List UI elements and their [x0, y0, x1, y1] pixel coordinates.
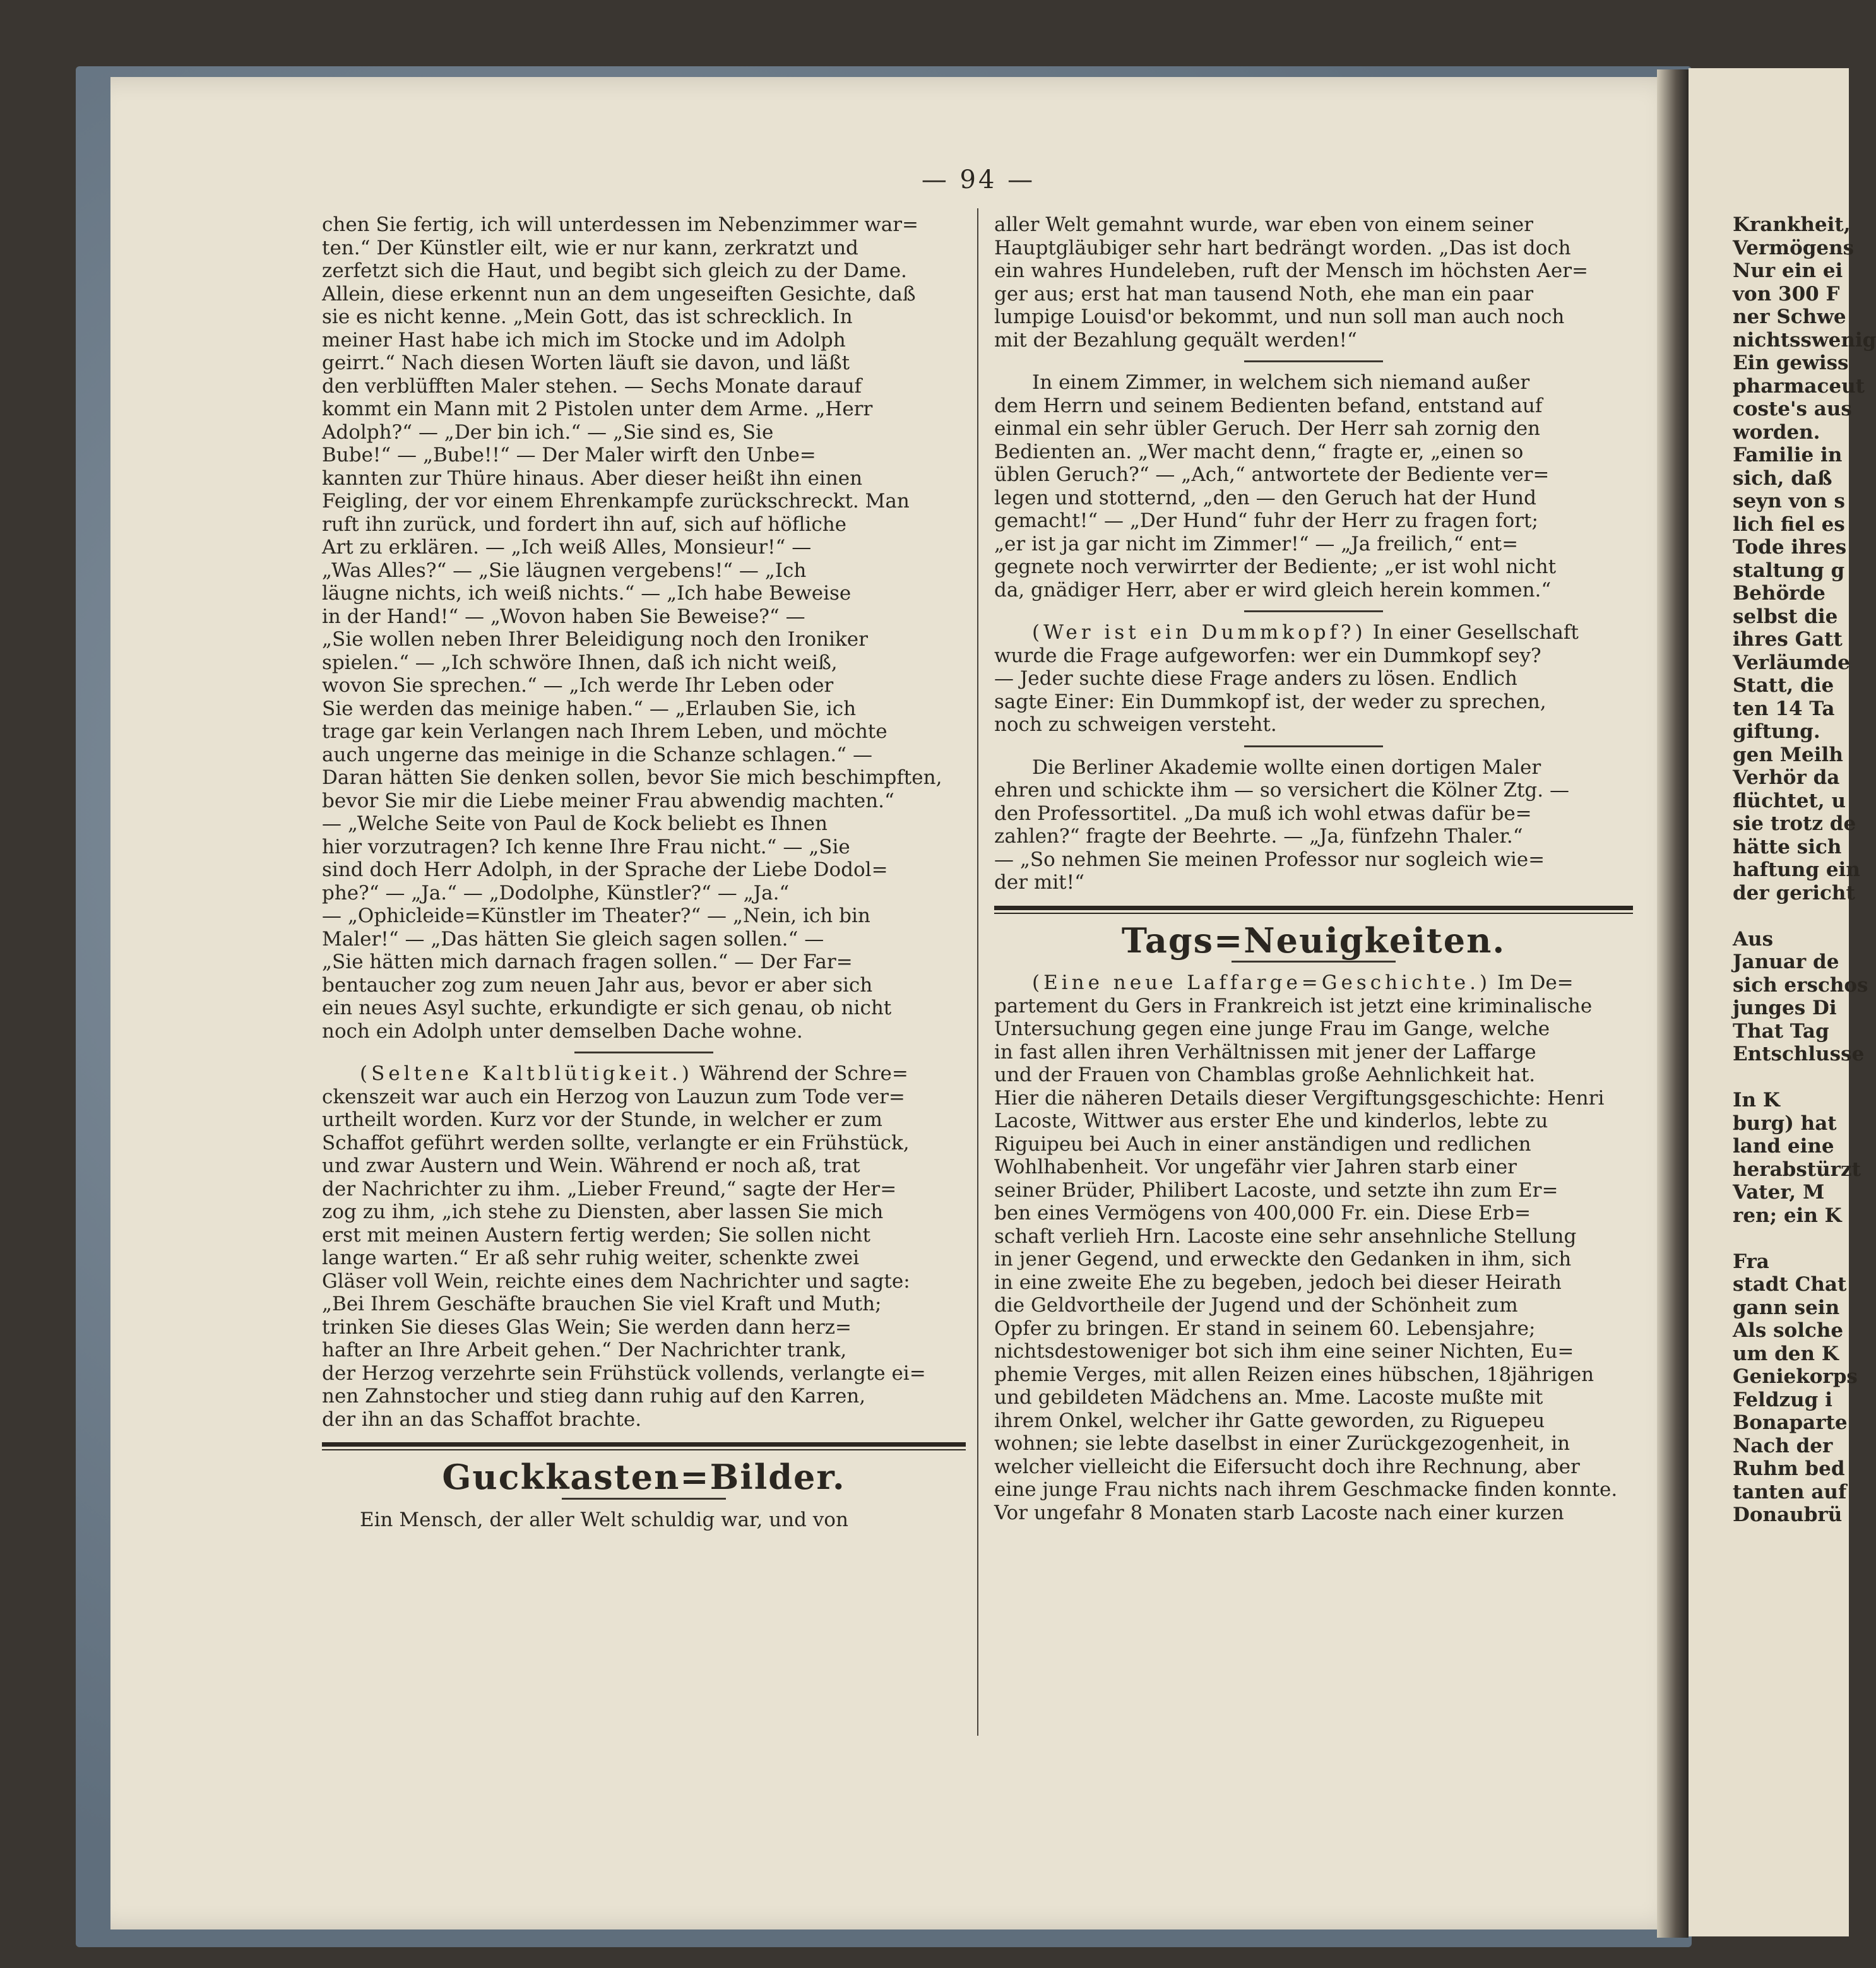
- text-line: kommt ein Mann mit 2 Pistolen unter dem Arme. „Herr: [322, 398, 873, 420]
- text-line: [1733, 1227, 1853, 1250]
- text-line: „Was Alles?“ — „Sie läugnen vergebens!“ — „Ich: [322, 559, 807, 582]
- text-line: Vermögens: [1733, 236, 1855, 259]
- text-line: Bube!“ — „Bube!!“ — Der Maler wirft den Unbe=: [322, 444, 816, 466]
- text-line: phemie Verges, mit allen Reizen eines hübschen, 18jährigen: [994, 1363, 1594, 1386]
- text-line: ckenszeit war auch ein Herzog von Lauzun zum Tode ver=: [322, 1085, 905, 1108]
- text-line: Aus: [1733, 927, 1774, 951]
- middle-paragraph-laffarge: (Eine neue Laffarge=Geschichte.) Im De= partement du Gers in Frankreich ist jetzt eine kriminalische Untersuchung gegen eine junge Frau im Gange, welche in fast allen ihren Verhältnissen mit jener der Laffarge und der Frauen von Chamblas große Aehnlichkeit hat. Hier die näheren Details dieser Vergiftungsgeschichte: Henri Lacoste, Wittwer aus erster Ehe und kinderlos, lebte zu Riguipeu bei Auch in einer anständigen und redlichen Wohlhabenheit. Vor ungefähr vier Jahren starb einer seiner Brüder, Philibert Lacoste, und setzte ihn zum Er= ben eines Vermögens von 400,000 Fr. ein. Diese Erb= schaft verlieh Hrn. Lacoste eine sehr ansehnliche Stellung in jener Gegend, und erweckte den Gedanken in ihm, sich in eine zweite Ehe zu begeben, jedoch bei dieser Heirath die Geldvortheile der Jugend und der Schönheit zum Opfer zu bringen. Er stand in seinem 60. Lebensjahre; nichtsdestoweniger bot sich ihm eine seiner Nichten, Eu= phemie Verges, mit allen Reizen eines hübschen, 18jährigen und gebildeten Mädchens an. Mme. Lacoste mußte mit ihrem Onkel, welcher ihr Gatte geworden, zu Riguepeu wohnen; sie lebte daselbst in einer Zurückgezogenheit, in welcher vielleicht die Eifersucht doch ihre Rechnung, aber eine junge Frau nichts nach ihrem Geschmacke finden konnte. Vor ungefahr 8 Monaten starb Lacoste nach einer kurzen: [994, 971, 1633, 1524]
- text-line: pharmaceut: [1733, 374, 1865, 398]
- text-line: Hauptgläubiger sehr hart bedrängt worden. „Das ist doch: [994, 236, 1571, 259]
- text-line: lange warten.“ Er aß sehr ruhig weiter, schenkte zwei: [322, 1247, 860, 1269]
- text-line: nichtsswenig: [1733, 328, 1876, 352]
- text-line: staltung g: [1733, 559, 1845, 582]
- text-line: — „Welche Seite von Paul de Kock beliebt es Ihnen: [322, 812, 828, 835]
- text-line: Lacoste, Wittwer aus erster Ehe und kinderlos, lebte zu: [994, 1110, 1548, 1132]
- text-line: Entschlusse: [1733, 1043, 1865, 1065]
- text-line: Untersuchung gegen eine junge Frau im Gange, welche: [994, 1017, 1550, 1040]
- text-line: ihres Gatt: [1733, 628, 1843, 651]
- text-line: nen Zahnstocher und stieg dann ruhig auf den Karren,: [322, 1385, 866, 1408]
- left-column: [322, 213, 966, 1531]
- text-line: stadt Chat: [1733, 1273, 1847, 1296]
- text-line: ren; ein K: [1733, 1204, 1842, 1227]
- text-line: „er ist ja gar nicht im Zimmer!“ — „Ja freilich,“ ent=: [994, 532, 1519, 555]
- text-line: ruft ihn zurück, und fordert ihn auf, sich auf höfliche: [322, 513, 847, 536]
- text-line: meiner Hast habe ich mich im Stocke und im Adolph: [322, 328, 846, 352]
- section-title: (Seltene Kaltblütigkeit.): [360, 1062, 693, 1085]
- text-line: und gebildeten Mädchens an. Mme. Lacoste mußte mit: [994, 1386, 1543, 1409]
- text-line: lich fiel es: [1733, 513, 1845, 536]
- text-line: die Geldvortheile der Jugend und der Schönheit zum: [994, 1294, 1518, 1317]
- text-line: den Professortitel. „Da muß ich wohl etwas dafür be=: [994, 802, 1532, 825]
- left-paragraph-anecdote: [322, 213, 966, 1043]
- text-line: Verhör da: [1733, 766, 1840, 789]
- double-rule: [322, 1442, 966, 1450]
- text-line: geirrt.“ Nach diesen Worten läuft sie davon, und läßt: [322, 352, 850, 374]
- text-line: [1733, 904, 1853, 928]
- text-line: Bonaparte: [1733, 1411, 1848, 1434]
- separator-rule: [1244, 610, 1383, 612]
- next-page-fragment: [1733, 213, 1876, 1527]
- text-line: welcher vielleicht die Eifersucht doch ihre Rechnung, aber: [994, 1455, 1580, 1478]
- text-line: Fra: [1733, 1250, 1769, 1273]
- text-line: Sie werden das meinige haben.“ — „Erlauben Sie, ich: [322, 697, 857, 720]
- text-line: Familie in: [1733, 444, 1843, 466]
- text-line: noch ein Adolph unter demselben Dache wohne.: [322, 1019, 803, 1043]
- text-line: Gläser voll Wein, reichte eines dem Nachrichter und sagte:: [322, 1269, 910, 1293]
- text-line: spielen.“ — „Ich schwöre Ihnen, daß ich nicht weiß,: [322, 651, 838, 674]
- text-line: „Bei Ihrem Geschäfte brauchen Sie viel Kraft und Muth;: [322, 1293, 882, 1315]
- text-line: seiner Brüder, Philibert Lacoste, und setzte ihn zum Er=: [994, 1178, 1558, 1202]
- text-line: coste's aus: [1733, 398, 1852, 420]
- text-line: chen Sie fertig, ich will unterdessen im Nebenzimmer war=: [322, 213, 919, 236]
- text-line: zerfetzt sich die Haut, und begibt sich gleich zu der Dame.: [322, 259, 907, 282]
- middle-paragraph-akademie: [994, 756, 1633, 894]
- text-line: trinken Sie dieses Glas Wein; Sie werden dann herz=: [322, 1315, 852, 1339]
- text-line: Feldzug i: [1733, 1388, 1832, 1411]
- text-line: hafter an Ihre Arbeit gehen.“ Der Nachrichter trank,: [322, 1339, 847, 1361]
- text-line: Januar de: [1733, 951, 1839, 973]
- text-line: Riguipeu bei Auch in einer anständigen und redlichen: [994, 1132, 1531, 1156]
- text-line: Ruhm bed: [1733, 1457, 1845, 1480]
- text-line: In einem Zimmer, in welchem sich niemand außer: [1032, 371, 1530, 394]
- text-line: Wohlhabenheit. Vor ungefähr vier Jahren starb einer: [994, 1156, 1517, 1178]
- text-line: üblen Geruch?“ — „Ach,“ antwortete der Bediente ver=: [994, 463, 1550, 486]
- text-line: ben eines Vermögens von 400,000 Fr. ein. Diese Erb=: [994, 1202, 1531, 1224]
- text-line: [1733, 1066, 1853, 1089]
- text-line: in eine zweite Ehe zu begeben, jedoch bei dieser Heirath: [994, 1271, 1562, 1294]
- text-line: sie es nicht kenne. „Mein Gott, das ist schrecklich. In: [322, 305, 853, 328]
- text-line: Art zu erklären. — „Ich weiß Alles, Monsieur!“ —: [322, 536, 812, 559]
- column-divider: [977, 208, 978, 1736]
- text-line: und der Frauen von Chamblas große Aehnlichkeit hat.: [994, 1064, 1536, 1086]
- text-line: der gericht: [1733, 881, 1855, 904]
- text-line: gen Meilh: [1733, 743, 1843, 766]
- text-line: In K: [1733, 1089, 1780, 1111]
- text-line: ner Schwe: [1733, 305, 1846, 328]
- text-line: sagte Einer: Ein Dummkopf ist, der weder zu sprechen,: [994, 690, 1547, 713]
- middle-paragraph-debtor: [994, 213, 1633, 352]
- separator-rule: [1244, 360, 1383, 362]
- text-line: der mit!“: [994, 871, 1084, 894]
- text-line: Bedienten an. „Wer macht denn,“ fragte er, „einen so: [994, 440, 1524, 463]
- separator-rule: [562, 1498, 726, 1500]
- separator-rule: [1244, 745, 1383, 747]
- text-line: noch zu schweigen versteht.: [994, 713, 1277, 736]
- text-line: Nur ein ei: [1733, 259, 1843, 282]
- text-line: Donaubrü: [1733, 1503, 1843, 1526]
- text-line: — Jeder suchte diese Frage anders zu lösen. Endlich: [994, 667, 1517, 690]
- text-line: ger aus; erst hat man tausend Noth, ehe man ein paar: [994, 282, 1534, 305]
- middle-paragraph-dummkopf: (Wer ist ein Dummkopf?) In einer Gesellschaft wurde die Frage aufgeworfen: wer ein Dummkopf sey? — Jeder suchte diese Frage anders zu lösen. Endlich sagte Einer: Ein Dummkopf ist, der weder zu sprechen, noch zu schweigen versteht.: [994, 621, 1633, 737]
- text-line: Verläumde: [1733, 651, 1850, 674]
- text-line: den verblüfften Maler stehen. — Sechs Monate darauf: [322, 374, 862, 398]
- text-line: flüchtet, u: [1733, 789, 1846, 812]
- text-line: gemacht!“ — „Der Hund“ fuhr der Herr zu fragen fort;: [994, 509, 1538, 532]
- text-line: kannten zur Thüre hinaus. Aber dieser heißt ihn einen: [322, 466, 863, 490]
- text-line: Ein gewiss: [1733, 352, 1849, 374]
- text-line: giftung.: [1733, 720, 1820, 743]
- middle-paragraph-geruch: [994, 371, 1633, 602]
- text-line: Vater, M: [1733, 1181, 1825, 1204]
- text-line: läugne nichts, ich weiß nichts.“ — „Ich habe Beweise: [322, 582, 852, 605]
- text-line: bentaucher zog zum neuen Jahr aus, bevor er aber sich: [322, 973, 873, 997]
- left-paragraph-kaltbluetigkeit: (Seltene Kaltblütigkeit.) Während der Schre= ckenszeit war auch ein Herzog von Lauzun zum Tode ver= urtheilt worden. Kurz vor der Stunde, in welcher er zum Schaffot geführt werden sollte, verlangte er ein Frühstück, und zwar Austern und Wein. Während er noch aß, trat der Nachrichter zu ihm. „Lieber Freund,“ sagte der Her= zog zu ihm, „ich stehe zu Diensten, aber lassen Sie mich erst mit meinen Austern fertig werden; Sie sollen nicht lange warten.“ Er aß sehr ruhig weiter, schenkte zwei Gläser voll Wein, reichte eines dem Nachrichter und sagte: „Bei Ihrem Geschäfte brauchen Sie viel Kraft und Muth; trinken Sie dieses Glas Wein; Sie werden dann herz= hafter an Ihre Arbeit gehen.“ Der Nachrichter trank, der Herzog verzehrte sein Frühstück vollends, verlangte ei= nen Zahnstocher und stieg dann ruhig auf den Karren, der ihn an das Schaffot brachte.: [322, 1062, 966, 1431]
- text-line: sind doch Herr Adolph, in der Sprache der Liebe Dodol=: [322, 858, 888, 881]
- text-line: burg) hat: [1733, 1111, 1837, 1135]
- text-line: wurde die Frage aufgeworfen: wer ein Dummkopf sey?: [994, 644, 1541, 667]
- text-line: und zwar Austern und Wein. Während er noch aß, trat: [322, 1154, 860, 1177]
- text-line: trage gar kein Verlangen nach Ihrem Leben, und möchte: [322, 720, 888, 743]
- text-line: land eine: [1733, 1135, 1834, 1158]
- middle-column: [994, 213, 1633, 1524]
- text-line: Als solche: [1733, 1319, 1844, 1342]
- text-line: Hier die näheren Details dieser Vergiftungsgeschichte: Henri: [994, 1086, 1605, 1110]
- text-line: junges Di: [1733, 997, 1837, 1019]
- text-line: Adolph?“ — „Der bin ich.“ — „Sie sind es, Sie: [322, 420, 774, 444]
- text-line: „Sie hätten mich darnach fragen sollen.“ — Der Far=: [322, 951, 853, 973]
- text-line: lumpige Louisd'or bekommt, und nun soll man auch noch: [994, 305, 1565, 328]
- text-line: „Sie wollen neben Ihrer Beleidigung noch den Ironiker: [322, 628, 868, 651]
- text-line: herabstürzt: [1733, 1158, 1861, 1181]
- text-line: Krankheit,: [1733, 213, 1851, 236]
- text-line: urtheilt worden. Kurz vor der Stunde, in welcher er zum: [322, 1108, 882, 1131]
- text-line: wovon Sie sprechen.“ — „Ich werde Ihr Leben oder: [322, 674, 834, 697]
- text-line: — „Ophicleide=Künstler im Theater?“ — „Nein, ich bin: [322, 904, 870, 927]
- text-line: ten.“ Der Künstler eilt, wie er nur kann, zerkratzt und: [322, 236, 858, 259]
- text-line: schaft verlieh Hrn. Lacoste eine sehr ansehnliche Stellung: [994, 1224, 1577, 1248]
- text-line: der Herzog verzehrte sein Frühstück vollends, verlangte ei=: [322, 1361, 926, 1385]
- text-line: einmal ein sehr übler Geruch. Der Herr sah zornig den: [994, 417, 1541, 440]
- section-heading-guckkasten: Guckkasten=Bilder.: [442, 1457, 846, 1497]
- text-line: aller Welt gemahnt wurde, war eben von einem seiner: [994, 213, 1533, 236]
- separator-rule: [1232, 961, 1396, 963]
- text-line: hätte sich: [1733, 835, 1842, 858]
- text-line: der Nachrichter zu ihm. „Lieber Freund,“ sagte der Her=: [322, 1177, 897, 1200]
- text-line: Geniekorps: [1733, 1365, 1858, 1388]
- text-line: hier vorzutragen? Ich kenne Ihre Frau nicht.“ — „Sie: [322, 835, 850, 858]
- book-gutter: [1657, 69, 1689, 1938]
- section-title: (Wer ist ein Dummkopf?): [1032, 621, 1367, 644]
- text-line: ein wahres Hundeleben, ruft der Mensch im höchsten Aer=: [994, 259, 1589, 282]
- text-line: zog zu ihm, „ich stehe zu Diensten, aber lassen Sie mich: [322, 1200, 884, 1223]
- text-line: in jener Gegend, und erweckte den Gedanken in ihm, sich: [994, 1248, 1572, 1271]
- text-line: erst mit meinen Austern fertig werden; Sie sollen nicht: [322, 1223, 870, 1247]
- text-line: wohnen; sie lebte daselbst in einer Zurückgezogenheit, in: [994, 1432, 1570, 1455]
- text-line: ein neues Asyl suchte, erkundigte er sich genau, ob nicht: [322, 997, 892, 1019]
- text-line: Statt, die: [1733, 674, 1834, 697]
- text-line: worden.: [1733, 420, 1820, 444]
- text-line: sich erschos: [1733, 973, 1868, 997]
- text-line: Ein Mensch, der aller Welt schuldig war, und von: [360, 1508, 848, 1531]
- text-line: in fast allen ihren Verhältnissen mit jener der Laffarge: [994, 1040, 1536, 1064]
- text-line: That Tag: [1733, 1019, 1829, 1043]
- text-line: auch ungerne das meinige in die Schanze schlagen.“ —: [322, 743, 872, 766]
- text-line: ihrem Onkel, welcher ihr Gatte geworden, zu Riguepeu: [994, 1409, 1545, 1432]
- text-line: Vor ungefahr 8 Monaten starb Lacoste nach einer kurzen: [994, 1501, 1564, 1524]
- separator-rule: [574, 1052, 713, 1053]
- text-line: bevor Sie mir die Liebe meiner Frau abwendig machten.“: [322, 789, 894, 812]
- section-title: (Eine neue Laffarge=Geschichte.): [1032, 971, 1492, 994]
- text-line: seyn von s: [1733, 490, 1845, 513]
- text-line: ten 14 Ta: [1733, 697, 1835, 720]
- section-heading-tagsneuigkeiten: Tags=Neuigkeiten.: [1121, 920, 1506, 961]
- text-line: sie trotz de: [1733, 812, 1856, 835]
- text-line: Behörde: [1733, 582, 1826, 605]
- text-line: phe?“ — „Ja.“ — „Dodolphe, Künstler?“ — „Ja.“: [322, 881, 790, 904]
- text-line: eine junge Frau nichts nach ihrem Geschmacke finden konnte.: [994, 1478, 1618, 1501]
- text-line: gann sein: [1733, 1296, 1840, 1319]
- text-line: der ihn an das Schaffot brachte.: [322, 1408, 642, 1431]
- text-line: Allein, diese erkennt nun an dem ungeseiften Gesichte, daß: [322, 282, 916, 305]
- text-line: tanten auf: [1733, 1480, 1847, 1503]
- text-line: sich, daß: [1733, 466, 1832, 490]
- double-rule: [994, 906, 1633, 914]
- text-line: um den K: [1733, 1342, 1839, 1365]
- page-number: — 94 —: [921, 165, 1036, 194]
- text-line: Tode ihres: [1733, 536, 1847, 559]
- text-line: dem Herrn und seinem Bedienten befand, entstand auf: [994, 394, 1543, 417]
- text-line: gegnete noch verwirrter der Bediente; „er ist wohl nicht: [994, 555, 1557, 578]
- text-line: ehren und schickte ihm — so versichert die Kölner Ztg. —: [994, 779, 1569, 802]
- text-line: mit der Bezahlung gequält werden!“: [994, 328, 1357, 352]
- text-line: haftung ein: [1733, 858, 1860, 881]
- text-line: Schaffot geführt werden sollte, verlangte er ein Frühstück,: [322, 1131, 910, 1154]
- text-line: Daran hätten Sie denken sollen, bevor Sie mich beschimpften,: [322, 766, 942, 789]
- text-line: selbst die: [1733, 605, 1838, 628]
- text-line: von 300 F: [1733, 282, 1840, 305]
- text-line: partement du Gers in Frankreich ist jetzt eine kriminalische: [994, 994, 1593, 1017]
- text-line: — „So nehmen Sie meinen Professor nur sogleich wie=: [994, 848, 1545, 871]
- text-line: Die Berliner Akademie wollte einen dortigen Maler: [1032, 756, 1541, 779]
- text-line: in der Hand!“ — „Wovon haben Sie Beweise?“ —: [322, 605, 805, 628]
- text-line: legen und stotternd, „den — den Geruch hat der Hund: [994, 486, 1536, 509]
- text-line: zahlen?“ fragte der Beehrte. — „Ja, fünfzehn Thaler.“: [994, 825, 1523, 848]
- text-line: da, gnädiger Herr, aber er wird gleich herein kommen.“: [994, 578, 1552, 602]
- text-line: Nach der: [1733, 1434, 1833, 1457]
- text-line: nichtsdestoweniger bot sich ihm eine seiner Nichten, Eu=: [994, 1340, 1574, 1363]
- text-line: Feigling, der vor einem Ehrenkampfe zurückschreckt. Man: [322, 490, 910, 513]
- text-line: Opfer zu bringen. Er stand in seinem 60. Lebensjahre;: [994, 1317, 1536, 1340]
- text-line: Maler!“ — „Das hätten Sie gleich sagen sollen.“ —: [322, 927, 824, 951]
